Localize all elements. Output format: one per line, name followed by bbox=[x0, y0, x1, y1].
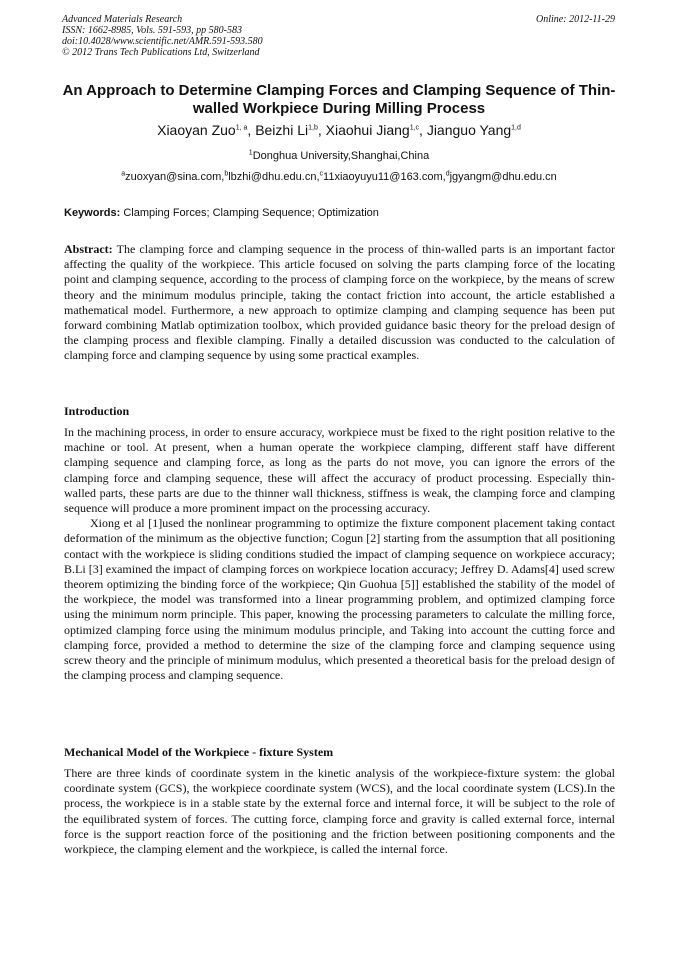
author: Xiaoyan Zuo$^{1, a}$, bbox=[157, 122, 256, 138]
journal-name: Advanced Materials Research bbox=[62, 14, 183, 25]
keywords bbox=[64, 206, 615, 220]
copyright-line: © 2012 Trans Tech Publications Ltd, Switzerland bbox=[62, 47, 260, 58]
email: $^a$zuoxyan@sina.com, bbox=[121, 170, 225, 183]
keywords-label: Keywords: bbox=[64, 207, 121, 219]
keywords-text: Clamping Forces; Clamping Sequence; Optimization bbox=[123, 207, 379, 219]
paper-title: An Approach to Determine Clamping Forces and Clamping Sequence of Thin-walled Workpiece During Milling Process bbox=[62, 82, 616, 117]
author: Beizhi Li$^{1,b}$, bbox=[255, 122, 326, 138]
introduction-section bbox=[64, 404, 615, 683]
section-heading: Introduction bbox=[64, 404, 130, 418]
author: Xiaohui Jiang$^{1,c}$, bbox=[325, 122, 427, 138]
issn-line: ISSN: 1662-8985, Vols. 591-593, pp 580-583 bbox=[62, 25, 242, 36]
author: Jianguo Yang$^{1,d}$ bbox=[426, 122, 521, 138]
paragraph: In the machining process, in order to ensure accuracy, workpiece must be fixed to the right position relative to the machine or tool. At present, when a human operate the workpiece clamping, different staff have different clamping sequence and clamping force, as long as the parts do not move, you can ignore the errors of the clamping force and clamping sequence, these will affect the accuracy of product processing. Especially thin-walled parts, these parts are due to the thinner wall thickness, stiffness is weak, the clamping force and clamping sequence will produce a more prominent impact on the processing accuracy. bbox=[64, 425, 615, 516]
email: $^d$jgyangm@dhu.edu.cn bbox=[445, 170, 557, 183]
doi-line: doi:10.4028/www.scientific.net/AMR.591-593.580 bbox=[62, 36, 263, 47]
abstract-text: The clamping force and clamping sequence in the process of thin-walled parts is an important factor affecting the quality of the workpiece. This article focused on solving the parts clamping force of the locating point and clamping sequence, according to the process of clamping force on the workpiece, by the means of screw theory and the minimum modulus principle, taking the contact friction into account, the article established a mathematical model. Furthermore, a new approach to optimize clamping and clamping sequence has been put forward combining Matlab optimization toolbox, which provided guidance basic theory for the preload design of the clamping process and flexible clamping. Finally a detailed discussion was conducted to the calculation of clamping force and clamping sequence by using some practical examples. bbox=[64, 242, 615, 363]
affiliation: $^1$Donghua University,Shanghai,China bbox=[248, 149, 430, 162]
mechanical-model-section bbox=[64, 745, 615, 857]
email: $^c$11xiaoyuyu11@163.com, bbox=[319, 170, 446, 183]
abstract-label: Abstract: bbox=[64, 242, 113, 256]
paragraph: There are three kinds of coordinate system in the kinetic analysis of the workpiece-fixture system: the global coordinate system (GCS), the workpiece coordinate system (WCS), and the local coordinate system (LCS).In the process, the workpiece is in a stable state by the external force and internal force, it will be subject to the role of the equilibrated system of forces. The cutting force, clamping force and gravity is called external force, internal force is the support reaction force of the positioning and the friction between positioning components and the workpiece, the clamping element and the workpiece, is called the internal force. bbox=[64, 766, 615, 857]
abstract-section bbox=[64, 242, 615, 364]
email-list bbox=[30, 170, 648, 184]
paragraph: Xiong et al [1]used the nonlinear programming to optimize the fixture component placement taking contact deformation of the minimum as the objective function; Cogun [2] starting from the assumption that all positioning contact with the workpiece is sliding conditions studied the impact of clamping sequence on workpiece accuracy; B.Li [3] examined the impact of clamping forces on workpiece location accuracy; Jeffrey D. Adams[4] used screw theorem optimizing the binding force of the workpiece; Qin Guohua [5]] established the stability of the model of the workpiece, the model was transformed into a linear programming problem, and optimized clamping force using the minimum norm principle. This paper, knowing the processing parameters to calculate the milling force, optimized clamping force using the minimum modulus principle, and Taking into account the cutting force and clamping force, provided a method to determine the size of the clamping force and clamping sequence using screw theory and the principle of minimum modulus, which presented a theoretical basis for the preload design of the clamping process and clamping sequence. bbox=[64, 516, 615, 683]
section-heading: Mechanical Model of the Workpiece - fixture System bbox=[64, 745, 334, 759]
publication-info bbox=[62, 14, 615, 58]
author-list bbox=[30, 121, 648, 139]
email: $^b$lbzhi@dhu.edu.cn, bbox=[224, 170, 320, 183]
publication-header bbox=[62, 14, 615, 58]
online-date: Online: 2012-11-29 bbox=[536, 14, 615, 25]
